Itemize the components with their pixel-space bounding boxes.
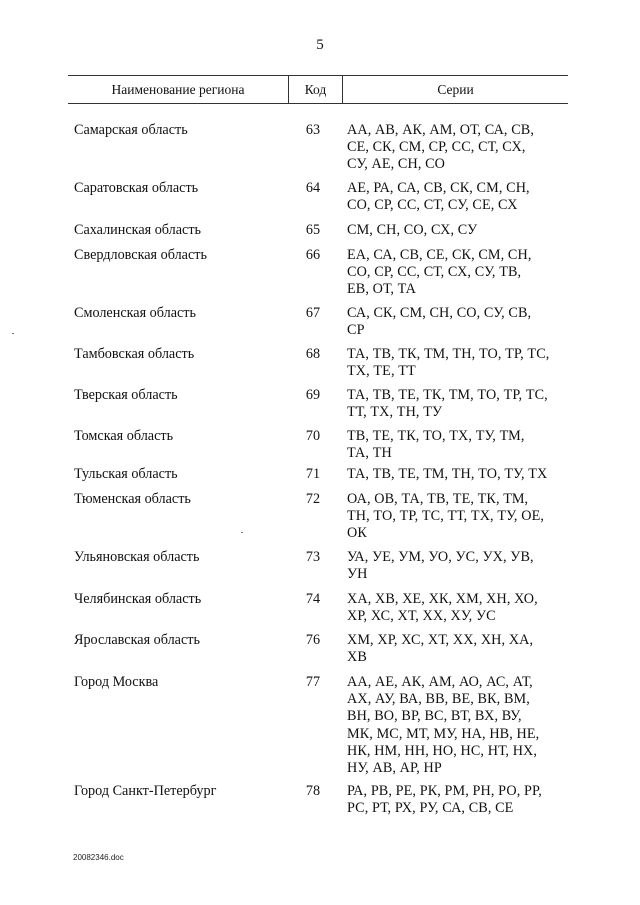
region-code: 71: [305, 466, 321, 482]
series-list: [347, 783, 562, 817]
region-name: Тамбовская область: [74, 346, 195, 362]
scan-speck: [12, 333, 14, 334]
region-name: Самарская область: [74, 122, 188, 138]
region-name: Тюменская область: [74, 491, 191, 507]
scan-speck: [241, 532, 243, 533]
series-line: ТА, ТН: [347, 445, 392, 462]
series-line: ТА, ТВ, ТК, ТМ, ТН, ТО, ТР, ТС,: [347, 346, 550, 362]
series-list: [347, 122, 562, 174]
series-list: [347, 247, 562, 299]
series-line: РС, РТ, РХ, РУ, СА, СВ, СЕ: [347, 800, 514, 817]
series-line: РА, РВ, РЕ, РК, РМ, РН, РО, РР,: [347, 783, 542, 799]
region-name: Город Москва: [74, 674, 159, 690]
series-list: [347, 466, 562, 483]
series-line: АА, АВ, АК, АМ, ОТ, СА, СВ,: [347, 122, 534, 138]
region-code: 74: [305, 591, 321, 607]
series-line: СА, СК, СМ, СН, СО, СУ, СВ,: [347, 305, 532, 321]
series-line: ХМ, ХР, ХС, ХТ, ХХ, ХН, ХА,: [347, 632, 534, 648]
series-line: АХ, АУ, ВА, ВВ, ВЕ, ВК, ВМ,: [347, 691, 530, 708]
series-line: ХА, ХВ, ХЕ, ХК, ХМ, ХН, ХО,: [347, 591, 538, 607]
region-name: Ярославская область: [74, 632, 200, 648]
region-name: Сахалинская область: [74, 222, 202, 238]
region-name: Смоленская область: [74, 305, 196, 321]
series-line: НК, НМ, НН, НО, НС, НТ, НХ,: [347, 742, 538, 759]
series-line: ОА, ОВ, ТА, ТВ, ТЕ, ТК, ТМ,: [347, 491, 529, 507]
region-code: 78: [305, 783, 321, 799]
series-line: ВН, ВО, ВР, ВС, ВТ, ВХ, ВУ,: [347, 708, 522, 725]
column-header-series: Серии: [437, 81, 474, 97]
region-name: Саратовская область: [74, 180, 199, 196]
series-list: [347, 222, 562, 239]
series-line: ТХ, ТЕ, ТТ: [347, 363, 416, 380]
series-line: ХВ: [347, 649, 367, 666]
series-line: ТА, ТВ, ТЕ, ТК, ТМ, ТО, ТР, ТС,: [347, 387, 548, 403]
series-list: [347, 428, 562, 462]
series-list: [347, 387, 562, 421]
series-list: [347, 305, 562, 339]
series-line: УА, УЕ, УМ, УО, УС, УХ, УВ,: [347, 549, 534, 565]
region-code: 77: [305, 674, 321, 690]
series-line: СР: [347, 322, 365, 339]
region-code: 76: [305, 632, 321, 648]
region-code: 68: [305, 346, 321, 362]
footer-filename: 20082346.doc: [73, 853, 124, 862]
series-line: НУ, АВ, АР, НР: [347, 760, 442, 777]
series-line: СО, СР, СС, СТ, СХ, СУ, ТВ,: [347, 264, 522, 281]
region-code: 69: [305, 387, 321, 403]
series-line: ЕА, СА, СВ, СЕ, СК, СМ, СН,: [347, 247, 532, 263]
series-line: ХР, ХС, ХТ, ХХ, ХУ, УС: [347, 608, 496, 625]
series-line: ОК: [347, 525, 367, 542]
series-list: [347, 346, 562, 380]
region-code: 65: [305, 222, 321, 238]
region-name: Город Санкт-Петербург: [74, 783, 217, 799]
page-number: 5: [316, 37, 324, 53]
region-code: 66: [305, 247, 321, 263]
series-list: [347, 491, 562, 543]
series-list: [347, 591, 562, 625]
series-line: ТА, ТВ, ТЕ, ТМ, ТН, ТО, ТУ, ТХ: [347, 466, 548, 482]
column-header-region: Наименование региона: [111, 81, 245, 97]
series-list: [347, 674, 562, 777]
region-name: Челябинская область: [74, 591, 202, 607]
column-header-code: Код: [288, 76, 343, 103]
series-line: АА, АЕ, АК, АМ, АО, АС, АТ,: [347, 674, 533, 690]
region-code: 67: [305, 305, 321, 321]
series-line: СО, СР, СС, СТ, СУ, СЕ, СХ: [347, 197, 518, 214]
series-list: [347, 549, 562, 583]
region-code: 73: [305, 549, 321, 565]
series-line: ТТ, ТХ, ТН, ТУ: [347, 404, 443, 421]
region-name: Свердловская область: [74, 247, 207, 263]
region-name: Ульяновская область: [74, 549, 200, 565]
series-line: ТВ, ТЕ, ТК, ТО, ТХ, ТУ, ТМ,: [347, 428, 525, 444]
region-name: Томская область: [74, 428, 174, 444]
series-line: МК, МС, МТ, МУ, НА, НВ, НЕ,: [347, 725, 540, 742]
series-line: СМ, СН, СО, СХ, СУ: [347, 222, 478, 238]
series-line: ТН, ТО, ТР, ТС, ТТ, ТХ, ТУ, ОЕ,: [347, 508, 544, 525]
series-line: СЕ, СК, СМ, СР, СС, СТ, СХ,: [347, 139, 526, 156]
region-code: 63: [305, 122, 321, 138]
series-line: АЕ, РА, СА, СВ, СК, СМ, СН,: [347, 180, 530, 196]
series-line: ЕВ, ОТ, ТА: [347, 281, 417, 298]
series-line: СУ, АЕ, СН, СО: [347, 156, 446, 173]
series-line: УН: [347, 566, 368, 583]
region-name: Тульская область: [74, 466, 178, 482]
region-code: 64: [305, 180, 321, 196]
series-list: [347, 632, 562, 666]
region-name: Тверская область: [74, 387, 178, 403]
series-list: [347, 180, 562, 214]
region-code: 70: [305, 428, 321, 444]
region-code: 72: [305, 491, 321, 507]
